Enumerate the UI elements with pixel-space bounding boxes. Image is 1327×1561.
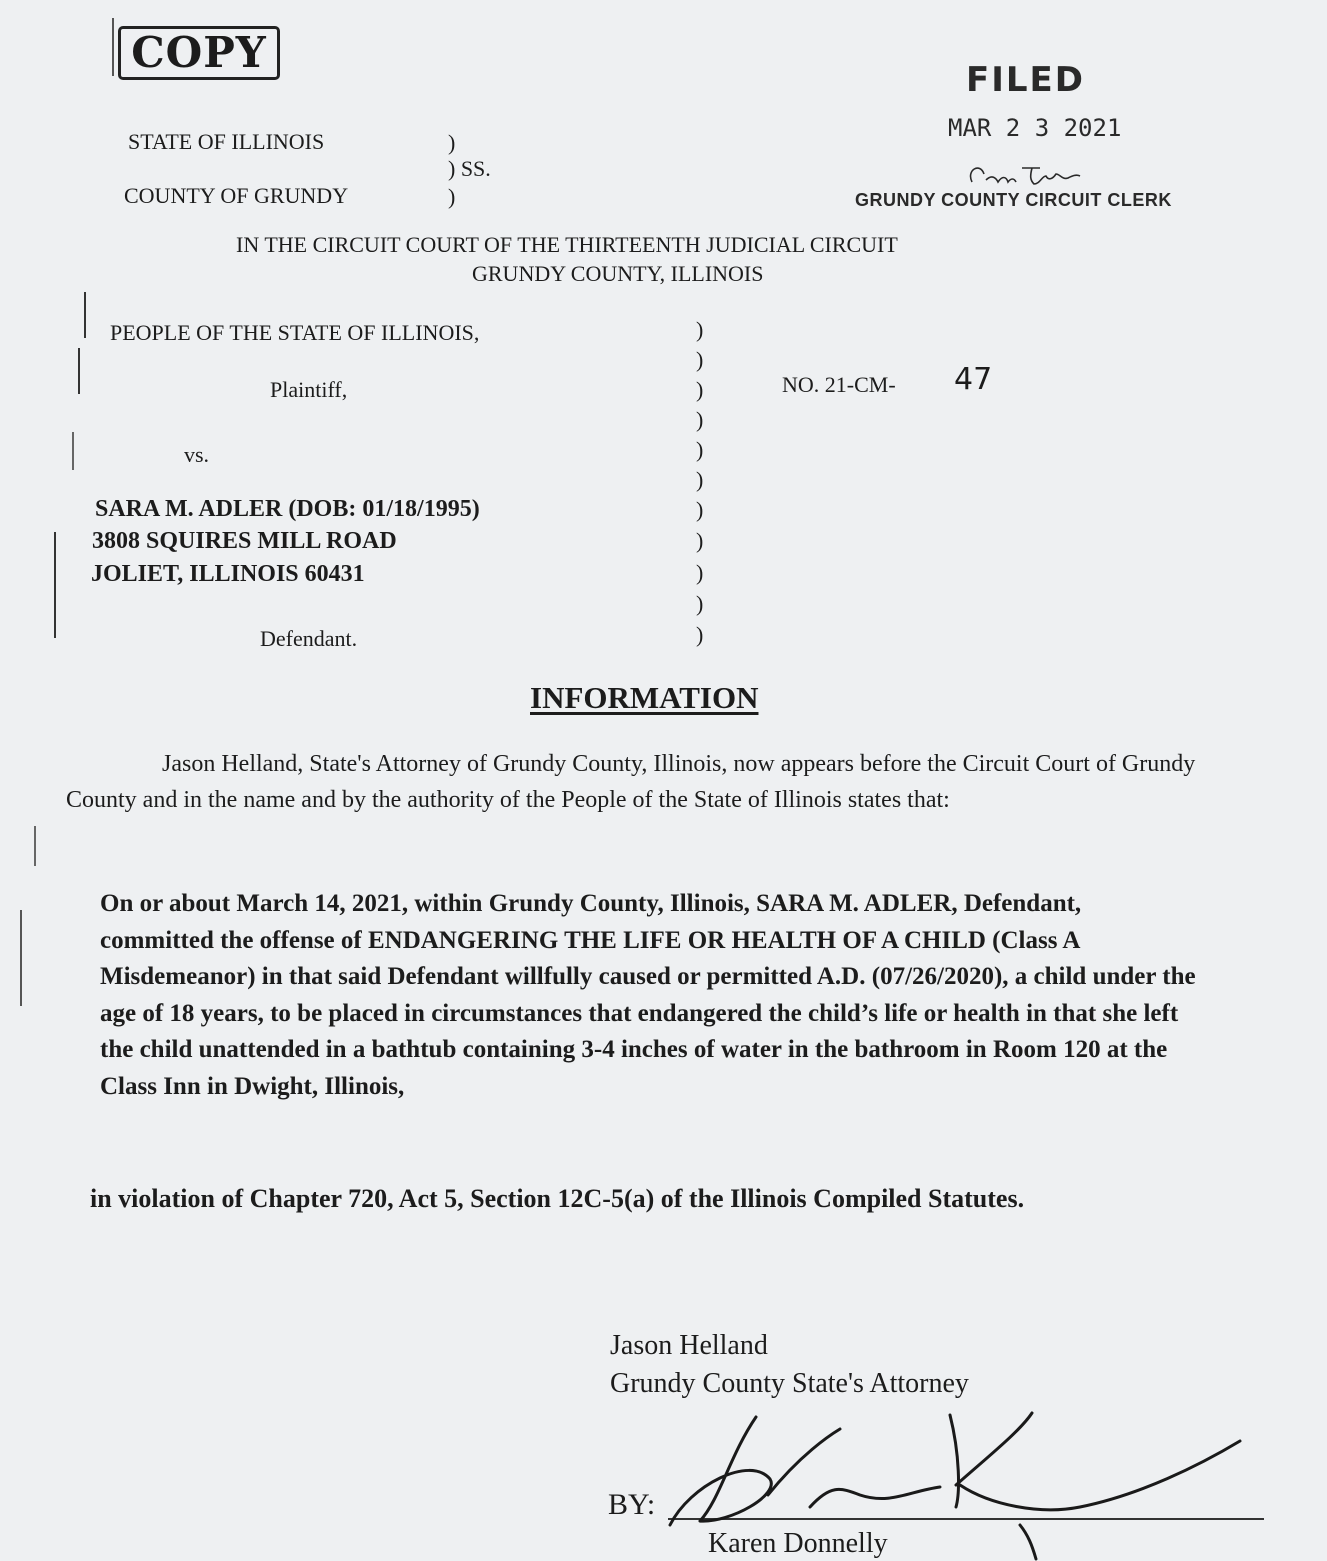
violation-paragraph: in violation of Chapter 720, Act 5, Section 12C-5(a) of the Illinois Compiled Statutes.: [90, 1184, 1025, 1213]
attorney-title: Grundy County State's Attorney: [610, 1368, 969, 1399]
defendant-address-city: JOLIET, ILLINOIS 60431: [91, 561, 365, 587]
caption-county: COUNTY OF GRUNDY: [124, 183, 349, 208]
margin-mark: [72, 432, 74, 470]
document-title: INFORMATION: [530, 680, 759, 715]
court-county: GRUNDY COUNTY, ILLINOIS: [472, 261, 764, 286]
charge-paragraph: On or about March 14, 2021, within Grundy County, Illinois, SARA M. ADLER, Defendant, committed the offense of ENDANGERING THE LIFE OR HEALTH OF A CHILD (Class A Misdemeanor) in that said Defendant willfully caused or permitted A.D. (07/26/2020), a child under the age of 18 years, to be placed in circumstances that endangered the child’s life or health in that she left the child unattended in a bathtub containing 3-4 inches of water in the bathroom in Room 120 at the Class Inn in Dwight, Illinois,: [100, 890, 1196, 1100]
caption-paren: ): [696, 437, 704, 462]
caption-paren: ): [696, 407, 704, 432]
plaintiff-role: Plaintiff,: [270, 377, 348, 402]
defendant-name: SARA M. ADLER (DOB: 01/18/1995): [95, 496, 480, 522]
filed-date: MAR 2 3 2021: [948, 114, 1122, 142]
caption-paren: ): [696, 497, 704, 522]
by-label: BY:: [608, 1488, 656, 1521]
clerk-signature: [962, 160, 1102, 192]
caption-paren: ): [696, 317, 704, 342]
intro-paragraph: [66, 746, 1236, 818]
clerk-office: GRUNDY COUNTY CIRCUIT CLERK: [855, 190, 1172, 210]
attorney-name: Jason Helland: [610, 1330, 768, 1361]
caption-paren: ): [448, 130, 456, 155]
caption-paren: ): [696, 467, 704, 492]
handwritten-signature: [660, 1395, 1260, 1561]
copy-stamp: COPY: [118, 26, 280, 80]
case-number-label: NO. 21-CM-: [782, 372, 896, 397]
caption-paren: ): [696, 528, 704, 553]
defendant-role: Defendant.: [260, 626, 358, 651]
caption-paren: ): [448, 184, 456, 209]
caption-paren: ): [696, 560, 704, 585]
defendant-address-street: 3808 SQUIRES MILL ROAD: [92, 528, 397, 554]
margin-mark: [34, 826, 36, 866]
caption-paren: ): [696, 377, 704, 402]
plaintiff-name: PEOPLE OF THE STATE OF ILLINOIS,: [110, 320, 480, 345]
court-heading: IN THE CIRCUIT COURT OF THE THIRTEENTH JUDICIAL CIRCUIT: [236, 232, 898, 257]
margin-mark: [84, 292, 86, 338]
margin-mark: [78, 348, 80, 394]
case-number-handwritten: 47: [954, 362, 993, 397]
caption-state: STATE OF ILLINOIS: [128, 129, 325, 154]
caption-paren: ): [696, 591, 704, 616]
caption-ss: ) SS.: [448, 156, 491, 181]
margin-mark: [54, 532, 56, 638]
signer-name: Karen Donnelly: [708, 1528, 888, 1559]
versus-label: vs.: [184, 442, 210, 467]
margin-mark: [20, 910, 22, 1006]
stamp-margin-tick: [112, 18, 114, 76]
caption-paren: ): [696, 622, 704, 647]
filed-stamp: FILED: [966, 60, 1085, 100]
caption-paren: ): [696, 347, 704, 372]
intro-text: Jason Helland, State's Attorney of Grundy County, Illinois, now appears before the Circuit Court of Grundy County and in the name and by the authority of the People of the State of Illinois states that:: [66, 751, 1196, 813]
